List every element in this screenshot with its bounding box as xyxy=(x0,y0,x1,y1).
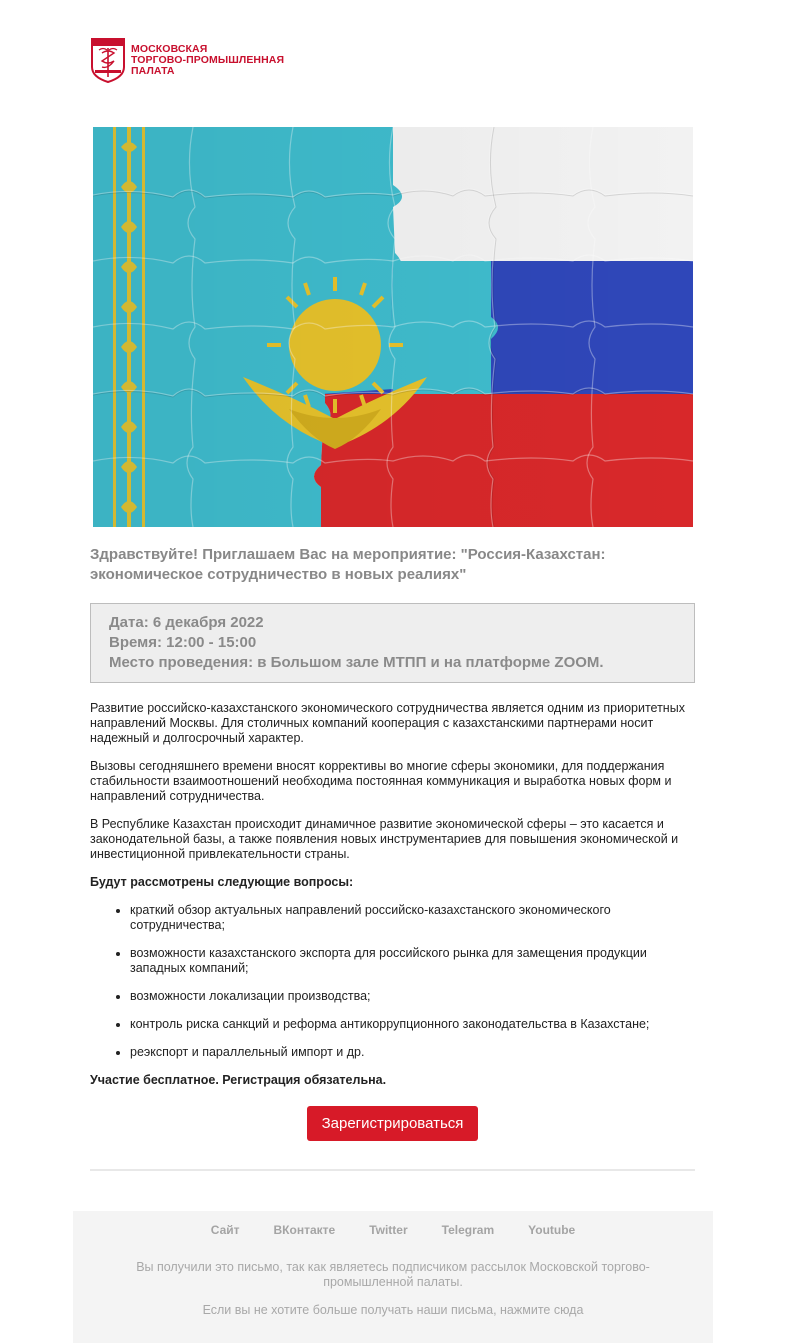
divider xyxy=(90,1169,695,1171)
footer-link-vkontakte[interactable]: ВКонтакте xyxy=(273,1223,336,1237)
list-item: • возможности локализации производства; xyxy=(130,989,695,1004)
list-item: • возможности казахстанского экспорта для российского рынка для замещения продукции западных компаний; xyxy=(130,946,695,976)
unsubscribe-link[interactable]: нажмите сюда xyxy=(500,1303,584,1317)
list-item: • краткий обзор актуальных направлений российско-казахстанского экономического сотрудничества; xyxy=(130,903,695,933)
paragraph-3: В Республике Казахстан происходит динамичное развитие экономической сферы – это касается и законодательной базы, а также появления новых инструментариев для повышения экономической и инвестиционной привлекательности страны. xyxy=(90,817,679,861)
logo-wordmark xyxy=(131,44,284,77)
logo-line-1: МОСКОВСКАЯ xyxy=(131,42,208,55)
participation-note: Участие бесплатное. Регистрация обязательна. xyxy=(90,1073,387,1087)
paragraph-1: Развитие российско-казахстанского экономического сотрудничества является одним из приоритетных направлений Москвы. Для столичных компаний кооперация с казахстанскими партнерами носит надежный и долгосрочный характер. xyxy=(90,701,685,745)
event-details-box xyxy=(90,603,695,683)
subscription-notice: Вы получили это письмо, так как являетесь подписчиком рассылок Московской торгово-промышленной палаты. xyxy=(136,1260,650,1289)
cta-container xyxy=(0,1106,785,1141)
flag-puzzle-icon xyxy=(93,127,693,527)
logo-line-2: ТОРГОВО-ПРОМЫШЛЕННАЯ xyxy=(131,53,285,66)
hero-image xyxy=(93,127,693,527)
footer-link-twitter[interactable]: Twitter xyxy=(369,1223,408,1237)
footer-link-youtube[interactable]: Youtube xyxy=(528,1223,576,1237)
event-time: Время: 12:00 - 15:00 xyxy=(109,634,257,651)
event-date: Дата: 6 декабря 2022 xyxy=(109,614,264,631)
event-place: Место проведения: в Большом зале МТПП и на платформе ZOOM. xyxy=(109,654,604,671)
unsubscribe-text: Если вы не хотите больше получать наши письма, xyxy=(202,1303,501,1317)
footer xyxy=(73,1211,713,1343)
register-button[interactable]: Зарегистрироваться xyxy=(307,1106,479,1141)
mtpp-emblem-icon xyxy=(90,37,126,83)
list-item: • контроль риска санкций и реформа антикоррупционного законодательства в Казахстане; xyxy=(130,1017,695,1032)
questions-list xyxy=(90,903,695,1060)
questions-heading: Будут рассмотрены следующие вопросы: xyxy=(90,875,354,889)
logo-line-3: ПАЛАТА xyxy=(131,64,175,77)
unsubscribe-notice xyxy=(113,1303,673,1318)
mtpp-logo[interactable] xyxy=(90,36,295,84)
footer-link-telegram[interactable]: Telegram xyxy=(441,1223,495,1237)
email-body xyxy=(90,701,695,1101)
invitation-headline: Здравствуйте! Приглашаем Вас на мероприятие: "Россия-Казахстан: экономическое сотрудничество в новых реалиях" xyxy=(90,546,606,583)
footer-social-links xyxy=(73,1223,713,1237)
list-item: • реэкспорт и параллельный импорт и др. xyxy=(130,1045,695,1060)
paragraph-2: Вызовы сегодняшнего времени вносят коррективы во многие сферы экономики, для поддержания стабильности взаимоотношений необходима постоянная коммуникация и выработка новых форм и направлений сотрудничества. xyxy=(90,759,672,803)
footer-link-site[interactable]: Сайт xyxy=(210,1223,240,1237)
